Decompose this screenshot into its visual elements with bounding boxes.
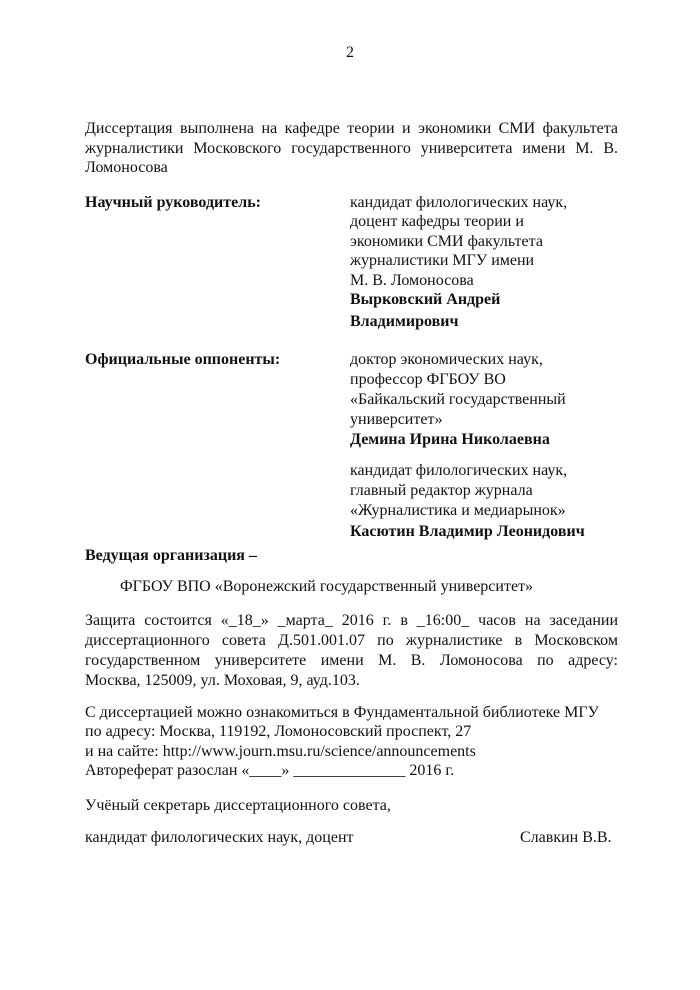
leading-org-name: ФГБОУ ВПО «Воронежский государственный университет» bbox=[120, 578, 534, 595]
distribution-line: Автореферат разослан «____» ______________ 2016 г. bbox=[85, 762, 455, 779]
defense-line-1: Защита состоится «_18_» _марта_ 2016 г. в _16:00_ часов на заседании bbox=[85, 612, 618, 629]
secretary-degree: кандидат филологических наук, доцент bbox=[85, 829, 354, 846]
intro-line-2: журналистики Московского государственного университета имени М. В. bbox=[85, 140, 618, 157]
secretary-name: Славкин В.В. bbox=[520, 829, 612, 846]
opponent-2-line: главный редактор журнала bbox=[350, 482, 533, 499]
library-line-1: С диссертацией можно ознакомиться в Фундаментальной библиотеке МГУ bbox=[85, 704, 599, 721]
opponent-1-line: доктор экономических наук, bbox=[350, 351, 543, 368]
opponent-1-line: «Байкальский государственный bbox=[350, 391, 566, 408]
opponent-1-name: Демина Ирина Николаевна bbox=[350, 431, 550, 448]
opponent-2-line: кандидат филологических наук, bbox=[350, 462, 568, 479]
opponent-2-line: «Журналистика и медиарынок» bbox=[350, 502, 566, 519]
supervisor-line: М. В. Ломоносова bbox=[350, 272, 474, 289]
opponent-1-line: профессор ФГБОУ ВО bbox=[350, 371, 506, 388]
supervisor-line: доцент кафедры теории и bbox=[350, 213, 524, 230]
page-number: 2 bbox=[346, 44, 354, 61]
supervisor-line: экономики СМИ факультета bbox=[350, 233, 543, 250]
supervisor-line: кандидат филологических наук, bbox=[350, 194, 568, 211]
defense-line-2: диссертационного совета Д.501.001.07 по журналистике в Московском bbox=[85, 632, 618, 649]
library-line-2: по адресу: Москва, 119192, Ломоносовский проспект, 27 bbox=[85, 723, 472, 740]
supervisor-name: Вырковский Андрей bbox=[350, 291, 501, 308]
opponent-1-line: университет» bbox=[350, 411, 443, 428]
secretary-title: Учёный секретарь диссертационного совета, bbox=[85, 797, 391, 814]
intro-line-1: Диссертация выполнена на кафедре теории и экономики СМИ факультета bbox=[85, 120, 618, 137]
defense-line-3: государственном университете имени М. В. Ломоносова по адресу: bbox=[85, 652, 618, 669]
opponent-2-name: Касютин Владимир Леонидович bbox=[350, 523, 585, 540]
supervisor-line: журналистики МГУ имени bbox=[350, 252, 535, 269]
defense-line-4: Москва, 125009, ул. Моховая, 9, ауд.103. bbox=[85, 672, 360, 689]
supervisor-label: Научный руководитель: bbox=[85, 194, 261, 211]
intro-line-3: Ломоносова bbox=[85, 159, 168, 176]
supervisor-name: Владимирович bbox=[350, 313, 459, 330]
opponents-label: Официальные оппоненты: bbox=[85, 351, 281, 368]
library-line-3: и на сайте: http://www.journ.msu.ru/science/announcements bbox=[85, 743, 476, 760]
leading-org-label: Ведущая организация – bbox=[85, 547, 257, 564]
